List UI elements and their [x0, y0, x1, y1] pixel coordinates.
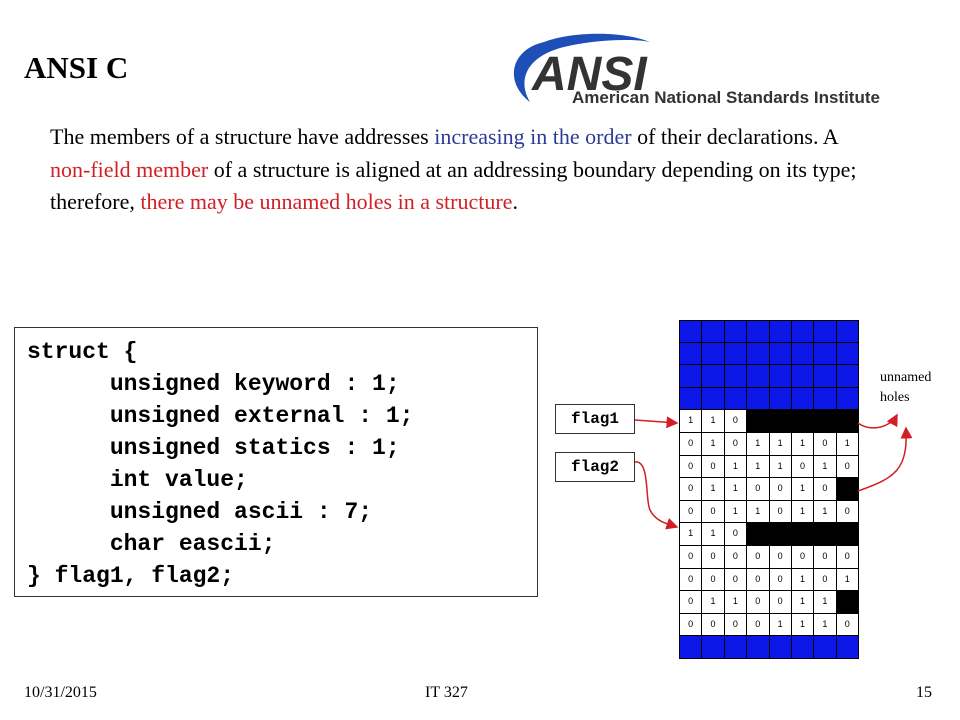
- memory-cell-filled: [792, 343, 814, 366]
- code-line: unsigned statics : 1;: [27, 435, 400, 461]
- memory-cell-filled: [747, 365, 769, 388]
- memory-bit: 1: [792, 614, 814, 637]
- memory-bit: 0: [814, 478, 836, 501]
- memory-bit: 0: [702, 546, 724, 569]
- memory-cell-hole: [792, 523, 814, 546]
- paragraph-segment: non-field member: [50, 156, 209, 182]
- memory-cell-hole: [837, 478, 859, 501]
- memory-cell-filled: [837, 365, 859, 388]
- code-line: unsigned external : 1;: [27, 403, 414, 429]
- code-line: struct {: [27, 339, 138, 365]
- paragraph-segment: there may be unnamed holes in a: [140, 189, 430, 214]
- code-line: int value;: [27, 467, 248, 493]
- memory-bit: 1: [770, 614, 792, 637]
- memory-bit: 1: [747, 501, 769, 524]
- memory-bit: 0: [837, 614, 859, 637]
- memory-cell-filled: [814, 343, 836, 366]
- memory-cell-filled: [725, 365, 747, 388]
- memory-row: [679, 388, 859, 411]
- memory-row: [679, 456, 859, 479]
- paragraph-segment: structure: [435, 189, 513, 214]
- memory-row: [679, 569, 859, 592]
- memory-cell-filled: [837, 636, 859, 659]
- memory-bit: 0: [725, 614, 747, 637]
- memory-cell-filled: [725, 636, 747, 659]
- memory-bit: 0: [679, 478, 702, 501]
- memory-bit: 1: [792, 591, 814, 614]
- memory-cell-filled: [702, 365, 724, 388]
- memory-bit: 1: [747, 456, 769, 479]
- memory-cell-filled: [747, 636, 769, 659]
- paragraph-segment: of a structure is aligned at an addressing boundary depending on its type; therefore,: [50, 156, 857, 214]
- slide-title: ANSI C: [24, 50, 129, 85]
- memory-bit: 1: [770, 456, 792, 479]
- memory-cell-filled: [747, 343, 769, 366]
- memory-bit: 0: [702, 569, 724, 592]
- memory-cell-filled: [792, 636, 814, 659]
- memory-bit: 0: [770, 501, 792, 524]
- code-line: unsigned keyword : 1;: [27, 371, 400, 397]
- memory-bit: 0: [702, 501, 724, 524]
- memory-row: [679, 501, 859, 524]
- flag1-arrow: [635, 420, 677, 423]
- memory-bit: 0: [725, 410, 747, 433]
- footer-course: IT 327: [425, 684, 468, 701]
- memory-bit: 1: [792, 501, 814, 524]
- paragraph-segment: The members of a structure have addresses: [50, 124, 435, 149]
- memory-cell-hole: [747, 523, 769, 546]
- memory-cell-filled: [702, 320, 724, 343]
- code-line: char eascii;: [27, 531, 276, 557]
- memory-bit: 0: [770, 546, 792, 569]
- memory-cell-hole: [747, 410, 769, 433]
- memory-bit: 0: [814, 546, 836, 569]
- memory-cell-filled: [792, 388, 814, 411]
- footer-date: 10/31/2015: [24, 684, 97, 701]
- memory-cell-filled: [814, 636, 836, 659]
- memory-bit: 0: [702, 456, 724, 479]
- memory-cell-filled: [725, 388, 747, 411]
- memory-bit: 0: [837, 456, 859, 479]
- memory-bit: 1: [702, 523, 724, 546]
- memory-cell-filled: [725, 343, 747, 366]
- memory-cell-hole: [837, 523, 859, 546]
- unnamed-holes-line-2: holes: [880, 390, 910, 405]
- memory-bit: 1: [725, 478, 747, 501]
- memory-cell-filled: [702, 636, 724, 659]
- memory-cell-filled: [770, 343, 792, 366]
- hole2-arrow: [858, 428, 906, 491]
- memory-bit: 1: [837, 433, 859, 456]
- memory-row: [679, 433, 859, 456]
- memory-bit: 1: [679, 410, 702, 433]
- memory-cell-filled: [792, 320, 814, 343]
- memory-bit: 0: [679, 456, 702, 479]
- flag2-label: flag2: [555, 452, 635, 482]
- memory-bit: 1: [814, 614, 836, 637]
- memory-bit: 1: [725, 456, 747, 479]
- memory-cell-filled: [679, 320, 702, 343]
- unnamed-holes-line-1: unnamed: [880, 370, 932, 385]
- memory-cell-filled: [679, 636, 702, 659]
- paragraph-segment: .: [512, 189, 518, 214]
- memory-row: [679, 478, 859, 501]
- memory-bit: 0: [814, 569, 836, 592]
- memory-bit: 0: [679, 569, 702, 592]
- memory-cell-filled: [814, 365, 836, 388]
- memory-bit: 0: [725, 433, 747, 456]
- memory-cell-hole: [814, 410, 836, 433]
- memory-bit: 1: [702, 591, 724, 614]
- memory-cell-filled: [679, 388, 702, 411]
- memory-cell-filled: [770, 320, 792, 343]
- memory-cell-hole: [837, 591, 859, 614]
- memory-bit: 0: [792, 456, 814, 479]
- memory-bit: 1: [837, 569, 859, 592]
- memory-bit: 0: [814, 433, 836, 456]
- description-paragraph: [50, 121, 880, 219]
- logo-tagline: American National Standards Institute: [572, 88, 880, 107]
- memory-bit: 1: [725, 501, 747, 524]
- code-line: } flag1, flag2;: [27, 563, 235, 589]
- memory-bit: 0: [725, 523, 747, 546]
- memory-cell-filled: [792, 365, 814, 388]
- memory-bit: 0: [679, 546, 702, 569]
- paragraph-segment: increasing in the order: [434, 124, 632, 149]
- memory-bit: 1: [702, 478, 724, 501]
- memory-bit: 0: [747, 478, 769, 501]
- memory-cell-hole: [770, 523, 792, 546]
- memory-cell-filled: [679, 365, 702, 388]
- memory-cell-filled: [679, 343, 702, 366]
- memory-cell-hole: [837, 410, 859, 433]
- memory-bit: 0: [725, 546, 747, 569]
- struct-code-block: [14, 327, 538, 597]
- memory-cell-filled: [770, 636, 792, 659]
- memory-bit: 0: [679, 614, 702, 637]
- memory-cell-hole: [770, 410, 792, 433]
- footer-page-number: 15: [916, 684, 932, 701]
- memory-cell-filled: [702, 343, 724, 366]
- flag1-label: flag1: [555, 404, 635, 434]
- memory-cell-filled: [725, 320, 747, 343]
- memory-cell-filled: [837, 320, 859, 343]
- memory-row: [679, 614, 859, 637]
- memory-bit: 1: [814, 591, 836, 614]
- memory-bit: 1: [725, 591, 747, 614]
- hole1-arrow: [858, 415, 897, 428]
- memory-row: [679, 365, 859, 388]
- memory-cell-filled: [837, 343, 859, 366]
- memory-bit: 0: [770, 478, 792, 501]
- memory-cell-filled: [747, 388, 769, 411]
- memory-bit: 0: [747, 569, 769, 592]
- memory-cell-hole: [814, 523, 836, 546]
- memory-row: [679, 546, 859, 569]
- memory-row: [679, 343, 859, 366]
- memory-row: [679, 636, 859, 659]
- memory-bit: 0: [837, 546, 859, 569]
- unnamed-holes-label: [880, 368, 931, 408]
- memory-bit: 1: [679, 523, 702, 546]
- memory-row: [679, 320, 859, 343]
- memory-bit: 1: [792, 433, 814, 456]
- memory-bit: 0: [679, 501, 702, 524]
- memory-cell-filled: [770, 365, 792, 388]
- memory-bit: 1: [702, 410, 724, 433]
- memory-bit: 0: [679, 433, 702, 456]
- memory-bit: 0: [679, 591, 702, 614]
- memory-bit: 0: [770, 591, 792, 614]
- memory-cell-filled: [747, 320, 769, 343]
- memory-bit: 1: [770, 433, 792, 456]
- memory-bit: 1: [792, 569, 814, 592]
- ansi-logo: [500, 20, 880, 120]
- memory-cell-filled: [814, 320, 836, 343]
- memory-row: [679, 523, 859, 546]
- memory-cell-filled: [770, 388, 792, 411]
- memory-bit: 1: [814, 501, 836, 524]
- memory-bit: 0: [770, 569, 792, 592]
- memory-row: [679, 591, 859, 614]
- code-line: unsigned ascii : 7;: [27, 499, 373, 525]
- memory-bit: 0: [747, 546, 769, 569]
- memory-cell-filled: [702, 388, 724, 411]
- memory-cell-hole: [792, 410, 814, 433]
- memory-bit: 1: [702, 433, 724, 456]
- memory-bit: 0: [837, 501, 859, 524]
- memory-bit: 0: [725, 569, 747, 592]
- memory-cell-filled: [837, 388, 859, 411]
- memory-layout-grid: [679, 320, 859, 659]
- logo-mark-text: ANSI: [532, 48, 647, 101]
- memory-bit: 0: [747, 591, 769, 614]
- memory-row: [679, 410, 859, 433]
- flag2-arrow: [635, 462, 677, 527]
- memory-cell-filled: [814, 388, 836, 411]
- memory-bit: 1: [792, 478, 814, 501]
- memory-bit: 0: [747, 614, 769, 637]
- paragraph-segment: of their declarations. A: [631, 124, 838, 149]
- memory-bit: 1: [747, 433, 769, 456]
- memory-bit: 0: [702, 614, 724, 637]
- memory-bit: 1: [814, 456, 836, 479]
- memory-bit: 0: [792, 546, 814, 569]
